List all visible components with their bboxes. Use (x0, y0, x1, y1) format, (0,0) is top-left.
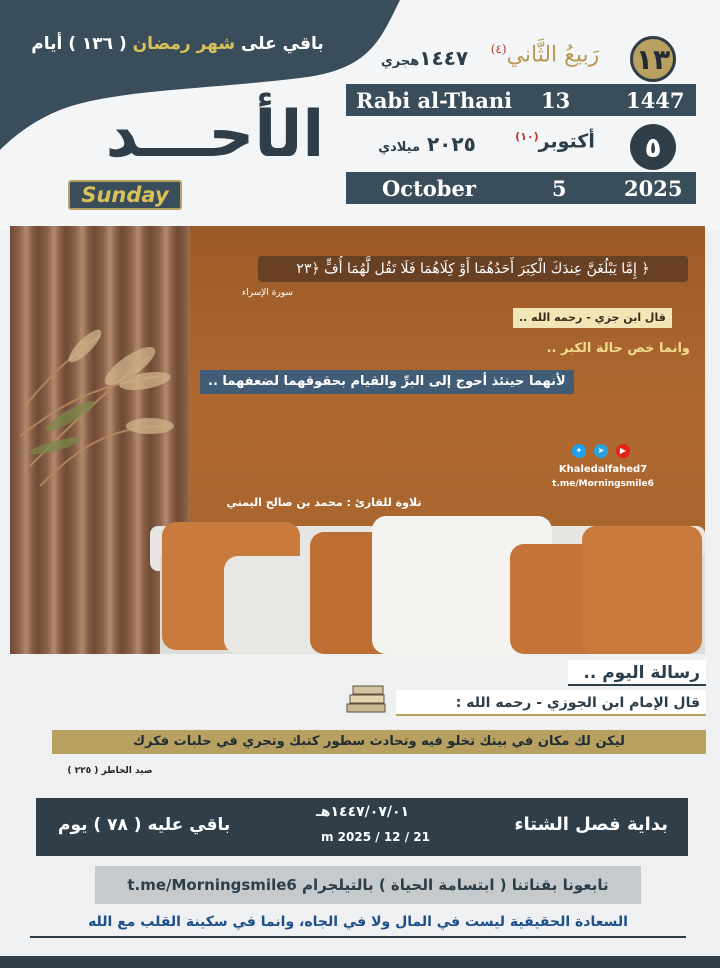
day-name-arabic: الأحـــد (105, 98, 325, 172)
tafsir-line-2: لأنهما حينئذ أحوج إلى البرِّ والقيام بحقوقهما لضعفهما .. (200, 370, 574, 394)
telegram-icon[interactable]: ➤ (594, 444, 608, 458)
hijri-en-bar (346, 84, 696, 116)
ramadan-prefix: باقي على (240, 34, 324, 54)
hijri-day-en: 13 (541, 87, 571, 113)
pampas-plant-image (10, 226, 210, 556)
telegram-link[interactable]: t.me/Morningsmile6 (552, 479, 654, 489)
imam-attribution: قال الإمام ابن الجوزي - رحمه الله : (396, 690, 706, 716)
hijri-month-text: رَبيعُ الثَّاني (506, 42, 600, 68)
hijri-year-en: 1447 (626, 87, 685, 113)
winter-greg-date: m 2025 / 12 / 21 (321, 830, 430, 844)
ramadan-label: شهر رمضان (132, 34, 236, 54)
greg-year (362, 132, 492, 156)
hero-photo (10, 226, 705, 654)
twitter-icon[interactable]: ✦ (572, 444, 586, 458)
greg-en-bar (346, 172, 696, 204)
greg-day-en: 5 (552, 175, 567, 201)
daily-saying: ليكن لك مكان في بيتك تخلو فيه وتحادث سطور كتبك وتجري في حلبات فكرك (52, 730, 706, 754)
youtube-icon[interactable]: ▶ (616, 444, 630, 458)
greg-month-text: أكتوبر (538, 130, 595, 153)
winter-remaining: باقي عليه ( ٧٨ ) يوم (58, 815, 231, 835)
message-title: رسالة اليوم .. (568, 660, 706, 686)
hijri-day-circle: ١٣ (630, 36, 676, 82)
hijri-year-label: هجري (380, 54, 420, 69)
greg-month-number: (١٠) (515, 130, 539, 143)
hijri-month-en: Rabi al-Thani (356, 87, 513, 113)
tafsir-line-1: وانما خص حالة الكبر .. (546, 341, 690, 356)
happiness-quote: السعادة الحقيقية ليست في المال ولا في الجاه، وانما في سكينة القلب مع الله (30, 914, 686, 938)
saying-source: صيد الخاطر ( ٢٢٥ ) (67, 766, 153, 776)
greg-year-en: 2025 (624, 175, 683, 201)
reciter-credit: تلاوة للقارئ : محمد بن صالح اليمني (226, 496, 422, 509)
greg-year-label: ميلادي (378, 140, 420, 155)
books-icon (344, 682, 388, 716)
day-name-english: Sunday (68, 180, 182, 210)
winter-start-label: بداية فصل الشتاء (514, 814, 668, 835)
pillow-orange-4 (582, 526, 702, 654)
social-handle: Khaledalfahed7 (558, 464, 648, 475)
ramadan-days: ( ١٣٦ ) أيام (31, 34, 127, 54)
bottom-strip (0, 956, 720, 968)
greg-month-name (500, 130, 610, 152)
quran-verse: ﴿ إِمَّا يَبْلُغَنَّ عِندَكَ الْكِبَرَ أَحَدُهُمَا أَوْ كِلَاهُمَا فَلَا تَقُل لَّهُمَا أُفٍّ ﴿٢٣ (258, 256, 688, 282)
greg-month-en: October (382, 175, 476, 201)
hijri-month-name (480, 42, 610, 67)
winter-countdown-panel (36, 798, 688, 856)
follow-channel-banner[interactable]: تابعونا بقناتنا ( ابتسامة الحياة ) بالتيلجرام t.me/Morningsmile6 (95, 866, 641, 904)
greg-year-value: ٢٠٢٥ (426, 132, 476, 156)
social-icons (556, 444, 646, 458)
ibn-juzayy-label: قال ابن جزي - رحمه الله .. (513, 308, 672, 328)
hijri-month-number: (٤) (490, 42, 507, 56)
hijri-year (362, 46, 487, 70)
ramadan-countdown (0, 34, 355, 54)
winter-hijri-date: ١٤٤٧/٠٧/٠١هـ (316, 804, 410, 820)
hijri-year-value: ١٤٤٧ (419, 46, 469, 70)
greg-day-circle: ٥ (630, 124, 676, 170)
surah-name: سورة الإسراء (242, 288, 293, 298)
